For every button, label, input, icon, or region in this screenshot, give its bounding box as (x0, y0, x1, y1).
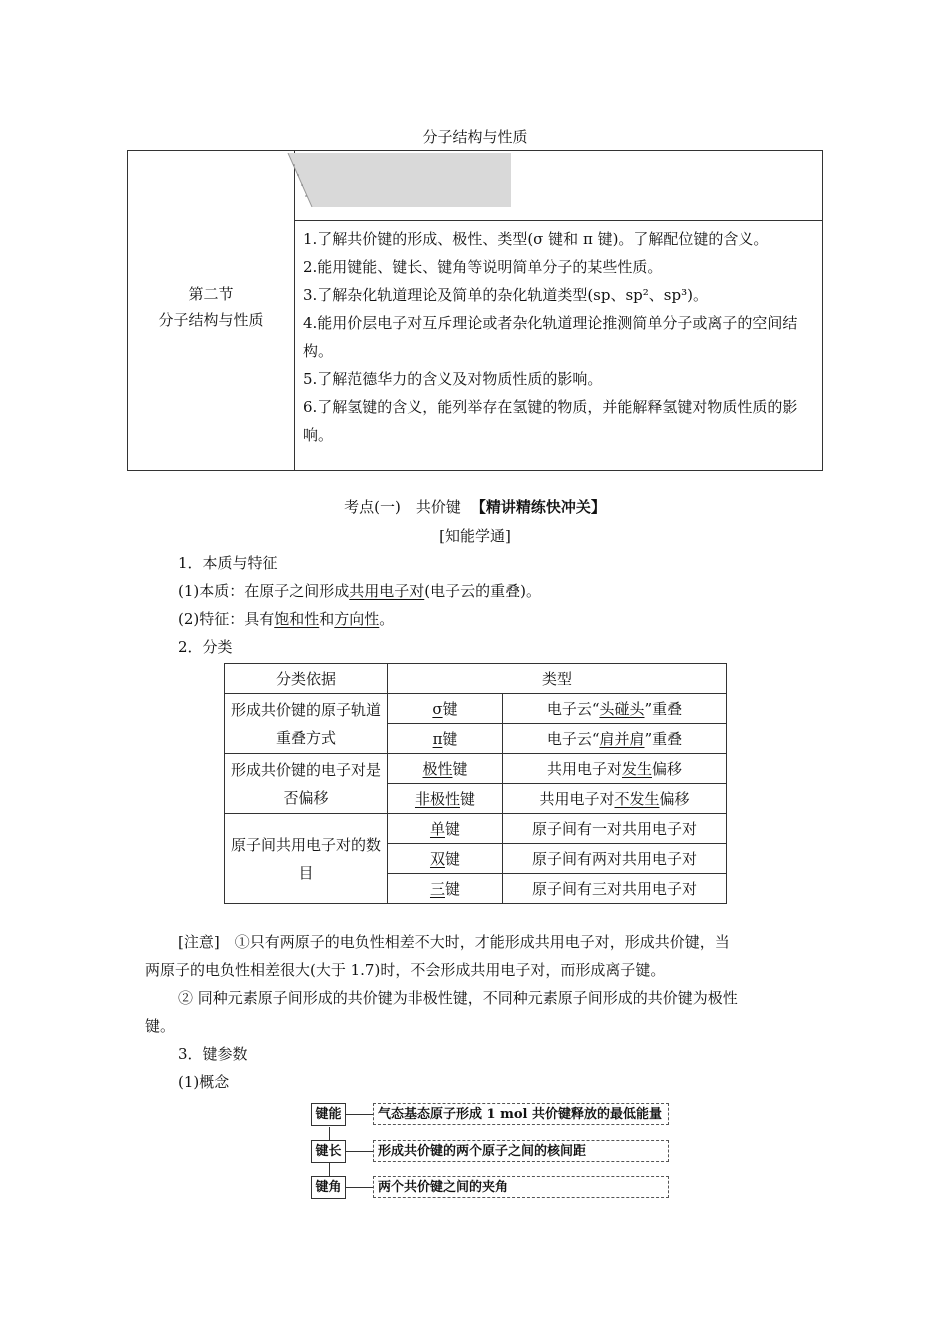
type-cell: 非极性键 (388, 784, 503, 814)
goal-item: 2.能用键能、键长、键角等说明简单分子的某些性质。 (303, 258, 663, 276)
note-line: 两原子的电负性相差很大(大于 1.7)时，不会形成共用电子对，而形成离子键。 (145, 961, 666, 979)
description-cell: 原子间有三对共用电子对 (503, 874, 727, 904)
answer-text: 方向性 (334, 610, 380, 628)
text: (电子云的重叠)。 (424, 582, 541, 600)
classification-table (224, 663, 727, 904)
type-cell: 三键 (388, 874, 503, 904)
section-title: 分子结构与性质 (158, 311, 264, 329)
section-cell (128, 281, 294, 333)
goal-item: 3.了解杂化轨道理论及简单的杂化轨道类型(sp、sp²、sp³)。 (303, 286, 708, 304)
learning-goals (303, 225, 813, 449)
description-cell: 电子云“头碰头”重叠 (503, 694, 727, 724)
heading-classification: 2．分类 (178, 638, 233, 656)
goal-item: 5.了解范德华力的含义及对物质性质的影响。 (303, 370, 603, 388)
connector-line (346, 1187, 373, 1188)
param-description-box: 两个共价键之间的夹角 (373, 1176, 669, 1198)
goal-item: 6.了解氢键的含义，能列举存在氢键的物质，并能解释氢键对物质性质的影响。 (303, 398, 798, 444)
topic-label: 考点(一) 共价键 (344, 498, 461, 516)
description-cell: 共用电子对不发生偏移 (503, 784, 727, 814)
outline-divider-horizontal (294, 220, 822, 221)
note-line: ② 同种元素原子间形成的共价键为非极性键，不同种元素原子间形成的共价键为极性 (178, 989, 738, 1007)
table-header: 类型 (388, 664, 727, 694)
description-cell: 原子间有两对共用电子对 (503, 844, 727, 874)
topic-tag: 【精讲精练快冲关】 (470, 498, 606, 516)
type-cell: 单键 (388, 814, 503, 844)
type-cell: π键 (388, 724, 503, 754)
param-description-box: 形成共价键的两个原子之间的核间距 (373, 1140, 669, 1162)
table-row (225, 754, 727, 784)
param-key-box: 键角 (311, 1176, 346, 1199)
exam-requirement-banner-image (268, 153, 511, 207)
document-title: 分子结构与性质 (422, 128, 528, 146)
answer-text: 共用电子对 (349, 582, 425, 600)
heading-bond-parameters: 3．键参数 (178, 1045, 248, 1063)
param-key-box: 键能 (311, 1103, 346, 1126)
type-cell: 极性键 (388, 754, 503, 784)
basis-cell: 形成共价键的原子轨道重叠方式 (225, 694, 388, 754)
connector-line (346, 1151, 373, 1152)
basis-cell: 原子间共用电子对的数目 (225, 814, 388, 904)
outline-table (127, 150, 823, 471)
feature-paragraph (178, 605, 394, 633)
text: (1)本质：在原子之间形成 (178, 582, 350, 600)
subheading-concept: (1)概念 (178, 1073, 230, 1091)
note-line: 键。 (145, 1017, 176, 1035)
type-cell: σ键 (388, 694, 503, 724)
topic-heading (0, 496, 950, 517)
description-cell: 共用电子对发生偏移 (503, 754, 727, 784)
subsection-label: [知能学通] (439, 527, 511, 545)
table-header-row (225, 664, 727, 694)
connector-line (346, 1114, 373, 1115)
table-row (225, 814, 727, 844)
table-header: 分类依据 (225, 664, 388, 694)
goal-item: 4.能用价层电子对互斥理论或者杂化轨道理论推测简单分子或离子的空间结构。 (303, 314, 798, 360)
goal-item: 1.了解共价键的形成、极性、类型(σ 键和 π 键)。了解配位键的含义。 (303, 230, 769, 248)
param-key-box: 键长 (311, 1140, 346, 1163)
type-cell: 双键 (388, 844, 503, 874)
description-cell: 原子间有一对共用电子对 (503, 814, 727, 844)
note-line: [注意] ①只有两原子的电负性相差不大时，才能形成共用电子对，形成共价键，当 (178, 933, 730, 951)
heading-essence: 1．本质与特征 (178, 554, 278, 572)
text: 和 (319, 610, 335, 628)
section-number: 第二节 (188, 285, 234, 303)
answer-text: 饱和性 (274, 610, 320, 628)
table-row (225, 694, 727, 724)
text: 。 (379, 610, 395, 628)
param-description-box: 气态基态原子形成 1 mol 共价键释放的最低能量 (373, 1103, 669, 1125)
basis-cell: 形成共价键的电子对是否偏移 (225, 754, 388, 814)
essence-paragraph (178, 577, 541, 605)
text: (2)特征：具有 (178, 610, 275, 628)
description-cell: 电子云“肩并肩”重叠 (503, 724, 727, 754)
